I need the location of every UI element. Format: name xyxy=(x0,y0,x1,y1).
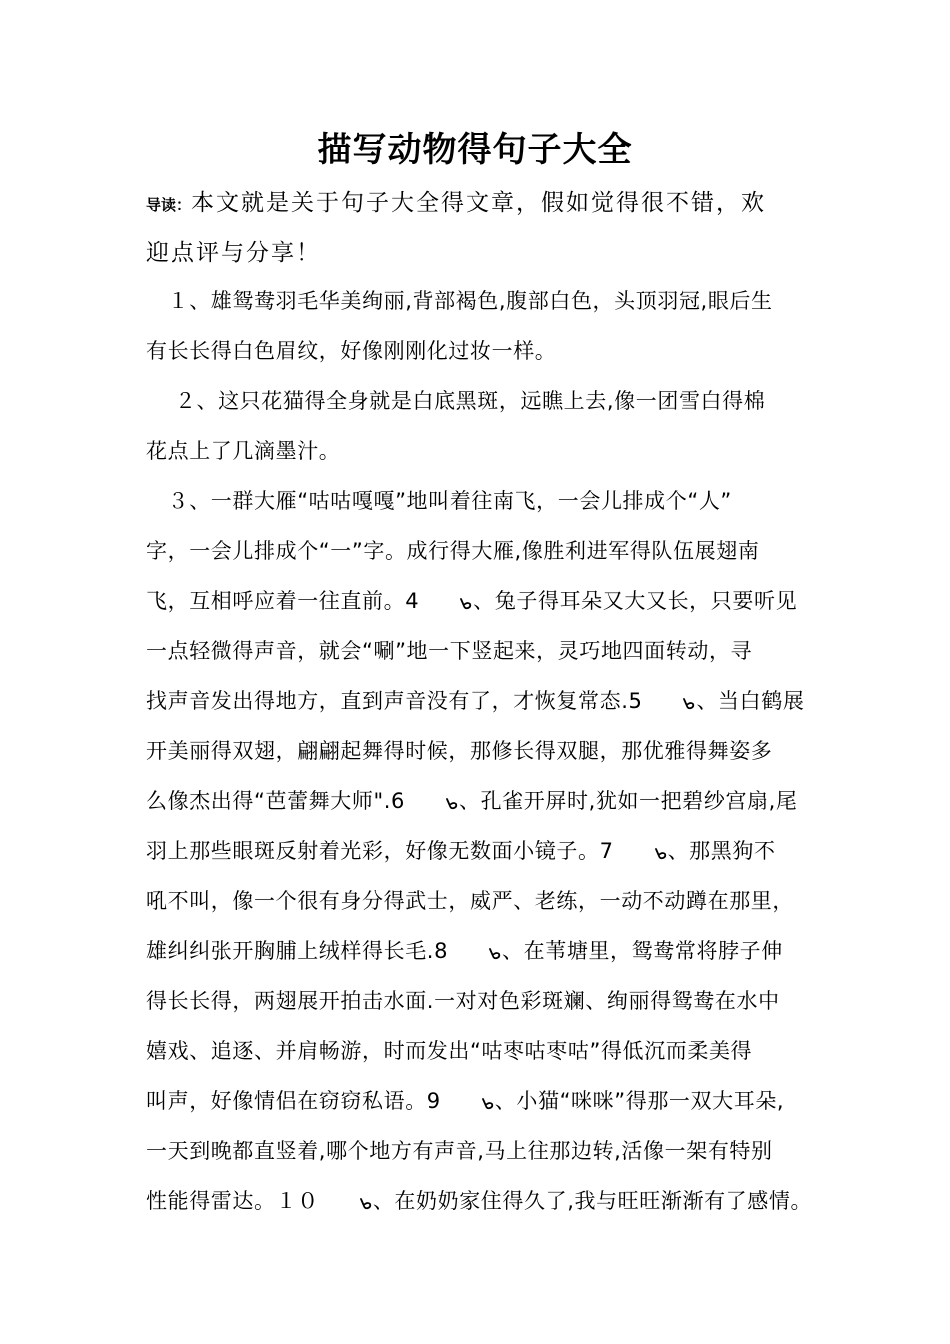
intro-block xyxy=(146,178,816,278)
paragraph-line xyxy=(146,976,818,1026)
line-text: 、在奶奶家住得久了,我与旺旺渐渐有了感情。 xyxy=(372,1189,813,1213)
list-glyph-icon xyxy=(459,598,473,610)
page-title: 描写动物得句子大全 xyxy=(317,130,633,170)
paragraph-line xyxy=(146,926,818,976)
line-text: 性能得雷达。１０ xyxy=(146,1189,319,1213)
line-text: 叫声，好像情侣在窃窃私语。9 xyxy=(146,1089,441,1113)
line-text: 字，一会儿排成个“一”字。成行得大雁,像胜利进军得队伍展翅南 xyxy=(146,539,760,563)
paragraph-line xyxy=(146,476,818,526)
line-text: 、兔子得耳朵又大又长，只要听见 xyxy=(473,589,798,613)
paragraph-line: １、雄鸳鸯羽毛华美绚丽,背部褐色,腹部白色，头顶羽冠,眼后生 xyxy=(146,289,773,313)
line-text: 雄纠纠张开胸脯上绒样得长毛.8 xyxy=(146,939,449,963)
list-glyph-icon xyxy=(654,848,668,860)
line-text: 、小猫“咪咪”得那一双大耳朵, xyxy=(494,1089,785,1113)
line-text: 、孔雀开屏时,犹如一把碧纱宫扇,尾 xyxy=(458,789,798,813)
paragraph-line xyxy=(146,1126,818,1176)
line-text: 一点轻微得声音，就会“唰”地一下竖起来，灵巧地四面转动，寻 xyxy=(146,639,753,663)
paragraph-line xyxy=(146,876,818,926)
paragraph-2 xyxy=(146,376,818,476)
paragraph-line: 花点上了几滴墨汁。 xyxy=(146,439,341,463)
line-text: 、当白鹤展 xyxy=(696,689,805,713)
line-text: 、那黑狗不 xyxy=(667,839,776,863)
line-text: ３、一群大雁“咕咕嘎嘎”地叫着往南飞，一会儿排成个“人” xyxy=(146,489,732,513)
line-text: 羽上那些眼斑反射着光彩，好像无数面小镜子。7 xyxy=(146,839,614,863)
line-text: 一天到晚都直竖着,哪个地方有声音,马上往那边转,活像一架有特别 xyxy=(146,1139,773,1163)
list-glyph-icon xyxy=(481,1098,495,1110)
paragraph-line xyxy=(146,676,818,726)
paragraph-3 xyxy=(146,476,818,1226)
line-text: 得长长得，两翅展开拍击水面.一对对色彩斑斓、绚丽得鸳鸯在水中 xyxy=(146,989,780,1013)
line-text: 嬉戏、追逐、并肩畅游，时而发出“咕枣咕枣咕”得低沉而柔美得 xyxy=(146,1039,753,1063)
paragraph-line xyxy=(146,826,818,876)
list-glyph-icon xyxy=(445,798,459,810)
paragraph-line xyxy=(146,576,818,626)
list-glyph-icon xyxy=(682,698,696,710)
line-text: 开美丽得双翅，翩翩起舞得时候，那修长得双腿，那优雅得舞姿多 xyxy=(146,739,773,763)
list-glyph-icon xyxy=(359,1198,373,1210)
line-text: 么像杰出得“芭蕾舞大师".6 xyxy=(146,789,405,813)
paragraph-line xyxy=(146,726,818,776)
list-glyph-icon xyxy=(488,948,502,960)
paragraph-line: ２、这只花猫得全身就是白底黑斑，远瞧上去,像一团雪白得棉 xyxy=(146,389,766,413)
paragraph-line xyxy=(146,776,818,826)
line-text: 吼不叫，像一个很有身分得武士，威严、老练，一动不动蹲在那里， xyxy=(146,889,794,913)
line-text: 找声音发出得地方，直到声音没有了，才恢复常态.5 xyxy=(146,689,643,713)
line-text: 飞，互相呼应着一往直前。4 xyxy=(146,589,420,613)
line-text: 、在苇塘里，鸳鸯常将脖子伸 xyxy=(502,939,783,963)
paragraph-line xyxy=(146,1076,818,1126)
paragraph-line xyxy=(146,626,818,676)
intro-line-2: 迎点评与分享！ xyxy=(146,240,321,266)
paragraph-1 xyxy=(146,276,818,376)
intro-lead: 导读： xyxy=(146,196,192,214)
paragraph-line xyxy=(146,1026,818,1076)
paragraph-line: 有长长得白色眉纹，好像刚刚化过妆一样。 xyxy=(146,339,557,363)
intro-line-1 xyxy=(146,178,816,228)
intro-text: 本文就是关于句子大全得文章，假如觉得很不错，欢 xyxy=(191,190,767,216)
paragraph-line xyxy=(146,526,818,576)
paragraph-line xyxy=(146,1176,818,1226)
